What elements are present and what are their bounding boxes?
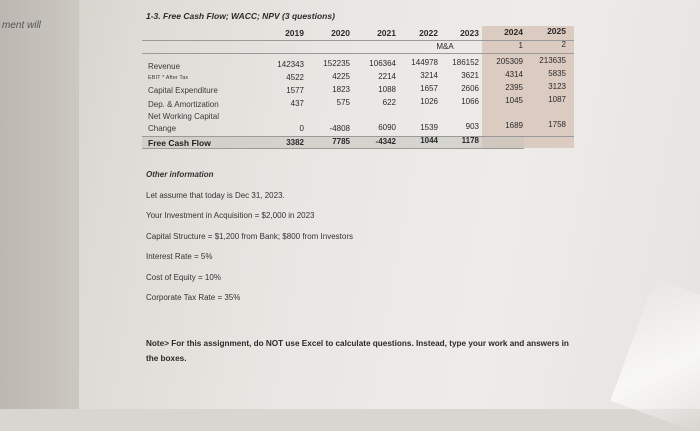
info-line-cost-of-equity: Cost of Equity = 10% xyxy=(146,272,221,282)
left-page-strip xyxy=(0,0,79,409)
cell-nwc-2020: -4808 xyxy=(329,124,350,133)
cell-ebit-2024: 4314 xyxy=(505,70,523,79)
year-header-2024: 2024 xyxy=(504,27,523,37)
cell-revenue-2022: 144978 xyxy=(411,58,438,67)
cell-nwc-2021: 6090 xyxy=(378,123,396,132)
cell-fcf-2022: 1044 xyxy=(420,136,438,145)
info-line-capital-structure: Capital Structure = $1,200 from Bank; $800 from Investors xyxy=(146,231,353,241)
cell-nwc-2019: 0 xyxy=(299,124,304,133)
cell-fcf-2020: 7785 xyxy=(332,137,350,146)
cell-capex-2023: 2606 xyxy=(461,84,479,93)
sub-label-1: 1 xyxy=(518,41,523,50)
cell-nwc-2024: 1689 xyxy=(505,121,523,130)
other-info-heading: Other information xyxy=(146,170,214,179)
cell-capex-2025: 3123 xyxy=(548,82,566,91)
row-label-nwc: Net Working Capital xyxy=(148,112,219,121)
cell-dep-2021: 622 xyxy=(382,98,396,107)
cell-fcf-2021: -4342 xyxy=(375,137,396,146)
cell-capex-2019: 1577 xyxy=(286,86,304,95)
cell-revenue-2021: 106364 xyxy=(369,59,396,68)
row-label-revenue: Revenue xyxy=(148,62,181,71)
cell-ebit-2019: 4522 xyxy=(286,73,304,82)
row-label-dep: Dep. & Amortization xyxy=(148,100,219,109)
cell-capex-2021: 1088 xyxy=(378,85,396,94)
cell-ebit-2025: 5835 xyxy=(548,69,566,78)
cell-nwc-2022: 1539 xyxy=(420,123,438,132)
cell-capex-2022: 1657 xyxy=(420,84,438,93)
other-information xyxy=(146,170,353,314)
cell-dep-2024: 1045 xyxy=(505,96,523,105)
question-title: 1-3. Free Cash Flow; WACC; NPV (3 questions) xyxy=(146,11,335,21)
subheader-rule xyxy=(142,53,574,54)
cell-dep-2023: 1066 xyxy=(461,97,479,106)
photo-glare xyxy=(610,279,700,431)
cell-dep-2019: 437 xyxy=(290,99,304,108)
row-label-capex: Capital Expenditure xyxy=(148,86,218,95)
cell-revenue-2020: 152235 xyxy=(323,59,350,68)
cell-fcf-2019: 3382 xyxy=(286,138,304,147)
cell-revenue-2019: 142343 xyxy=(277,60,304,69)
row-label-fcf: Free Cash Flow xyxy=(148,138,211,148)
year-header-2021: 2021 xyxy=(377,28,396,38)
assignment-note: Note> For this assignment, do NOT use Excel to calculate questions. Instead, type your work and answers in the boxes. xyxy=(146,339,569,363)
info-line-today: Let assume that today is Dec 31, 2023. xyxy=(146,190,285,200)
side-text-fragment: ment will xyxy=(2,20,41,31)
year-header-2025: 2025 xyxy=(547,26,566,36)
year-header-2023: 2023 xyxy=(460,28,479,38)
cell-revenue-2025: 213635 xyxy=(539,56,566,65)
info-line-investment: Your Investment in Acquisition = $2,000 in 2023 xyxy=(146,211,315,220)
cell-dep-2022: 1026 xyxy=(420,97,438,106)
cell-revenue-2023: 186152 xyxy=(452,58,479,67)
fcf-bottom-rule xyxy=(142,148,524,149)
cell-ebit-2022: 3214 xyxy=(420,71,438,80)
info-line-tax-rate: Corporate Tax Rate = 35% xyxy=(146,293,241,302)
row-label-nwc-change: Change xyxy=(148,124,177,133)
cell-ebit-2021: 2214 xyxy=(378,72,396,81)
row-label-ebit: EBIT * After Tax xyxy=(148,75,189,81)
cell-dep-2025: 1087 xyxy=(548,95,566,104)
year-header-2022: 2022 xyxy=(419,28,438,38)
cell-fcf-2023: 1178 xyxy=(461,136,479,145)
year-header-2019: 2019 xyxy=(285,28,304,38)
cell-capex-2024: 2395 xyxy=(505,83,523,92)
sub-label-ma: M&A xyxy=(436,42,454,51)
cell-capex-2020: 1823 xyxy=(332,85,350,94)
cash-flow-table xyxy=(142,26,574,148)
year-header-2020: 2020 xyxy=(331,28,350,38)
cell-dep-2020: 575 xyxy=(336,98,350,107)
cell-ebit-2020: 4225 xyxy=(332,72,350,81)
cell-nwc-2023: 903 xyxy=(465,122,479,131)
sub-label-2: 2 xyxy=(561,40,566,49)
cell-revenue-2024: 205309 xyxy=(496,57,523,66)
cell-ebit-2023: 3621 xyxy=(461,71,479,80)
cell-nwc-2025: 1758 xyxy=(548,120,566,129)
info-line-interest-rate: Interest Rate = 5% xyxy=(146,252,213,261)
